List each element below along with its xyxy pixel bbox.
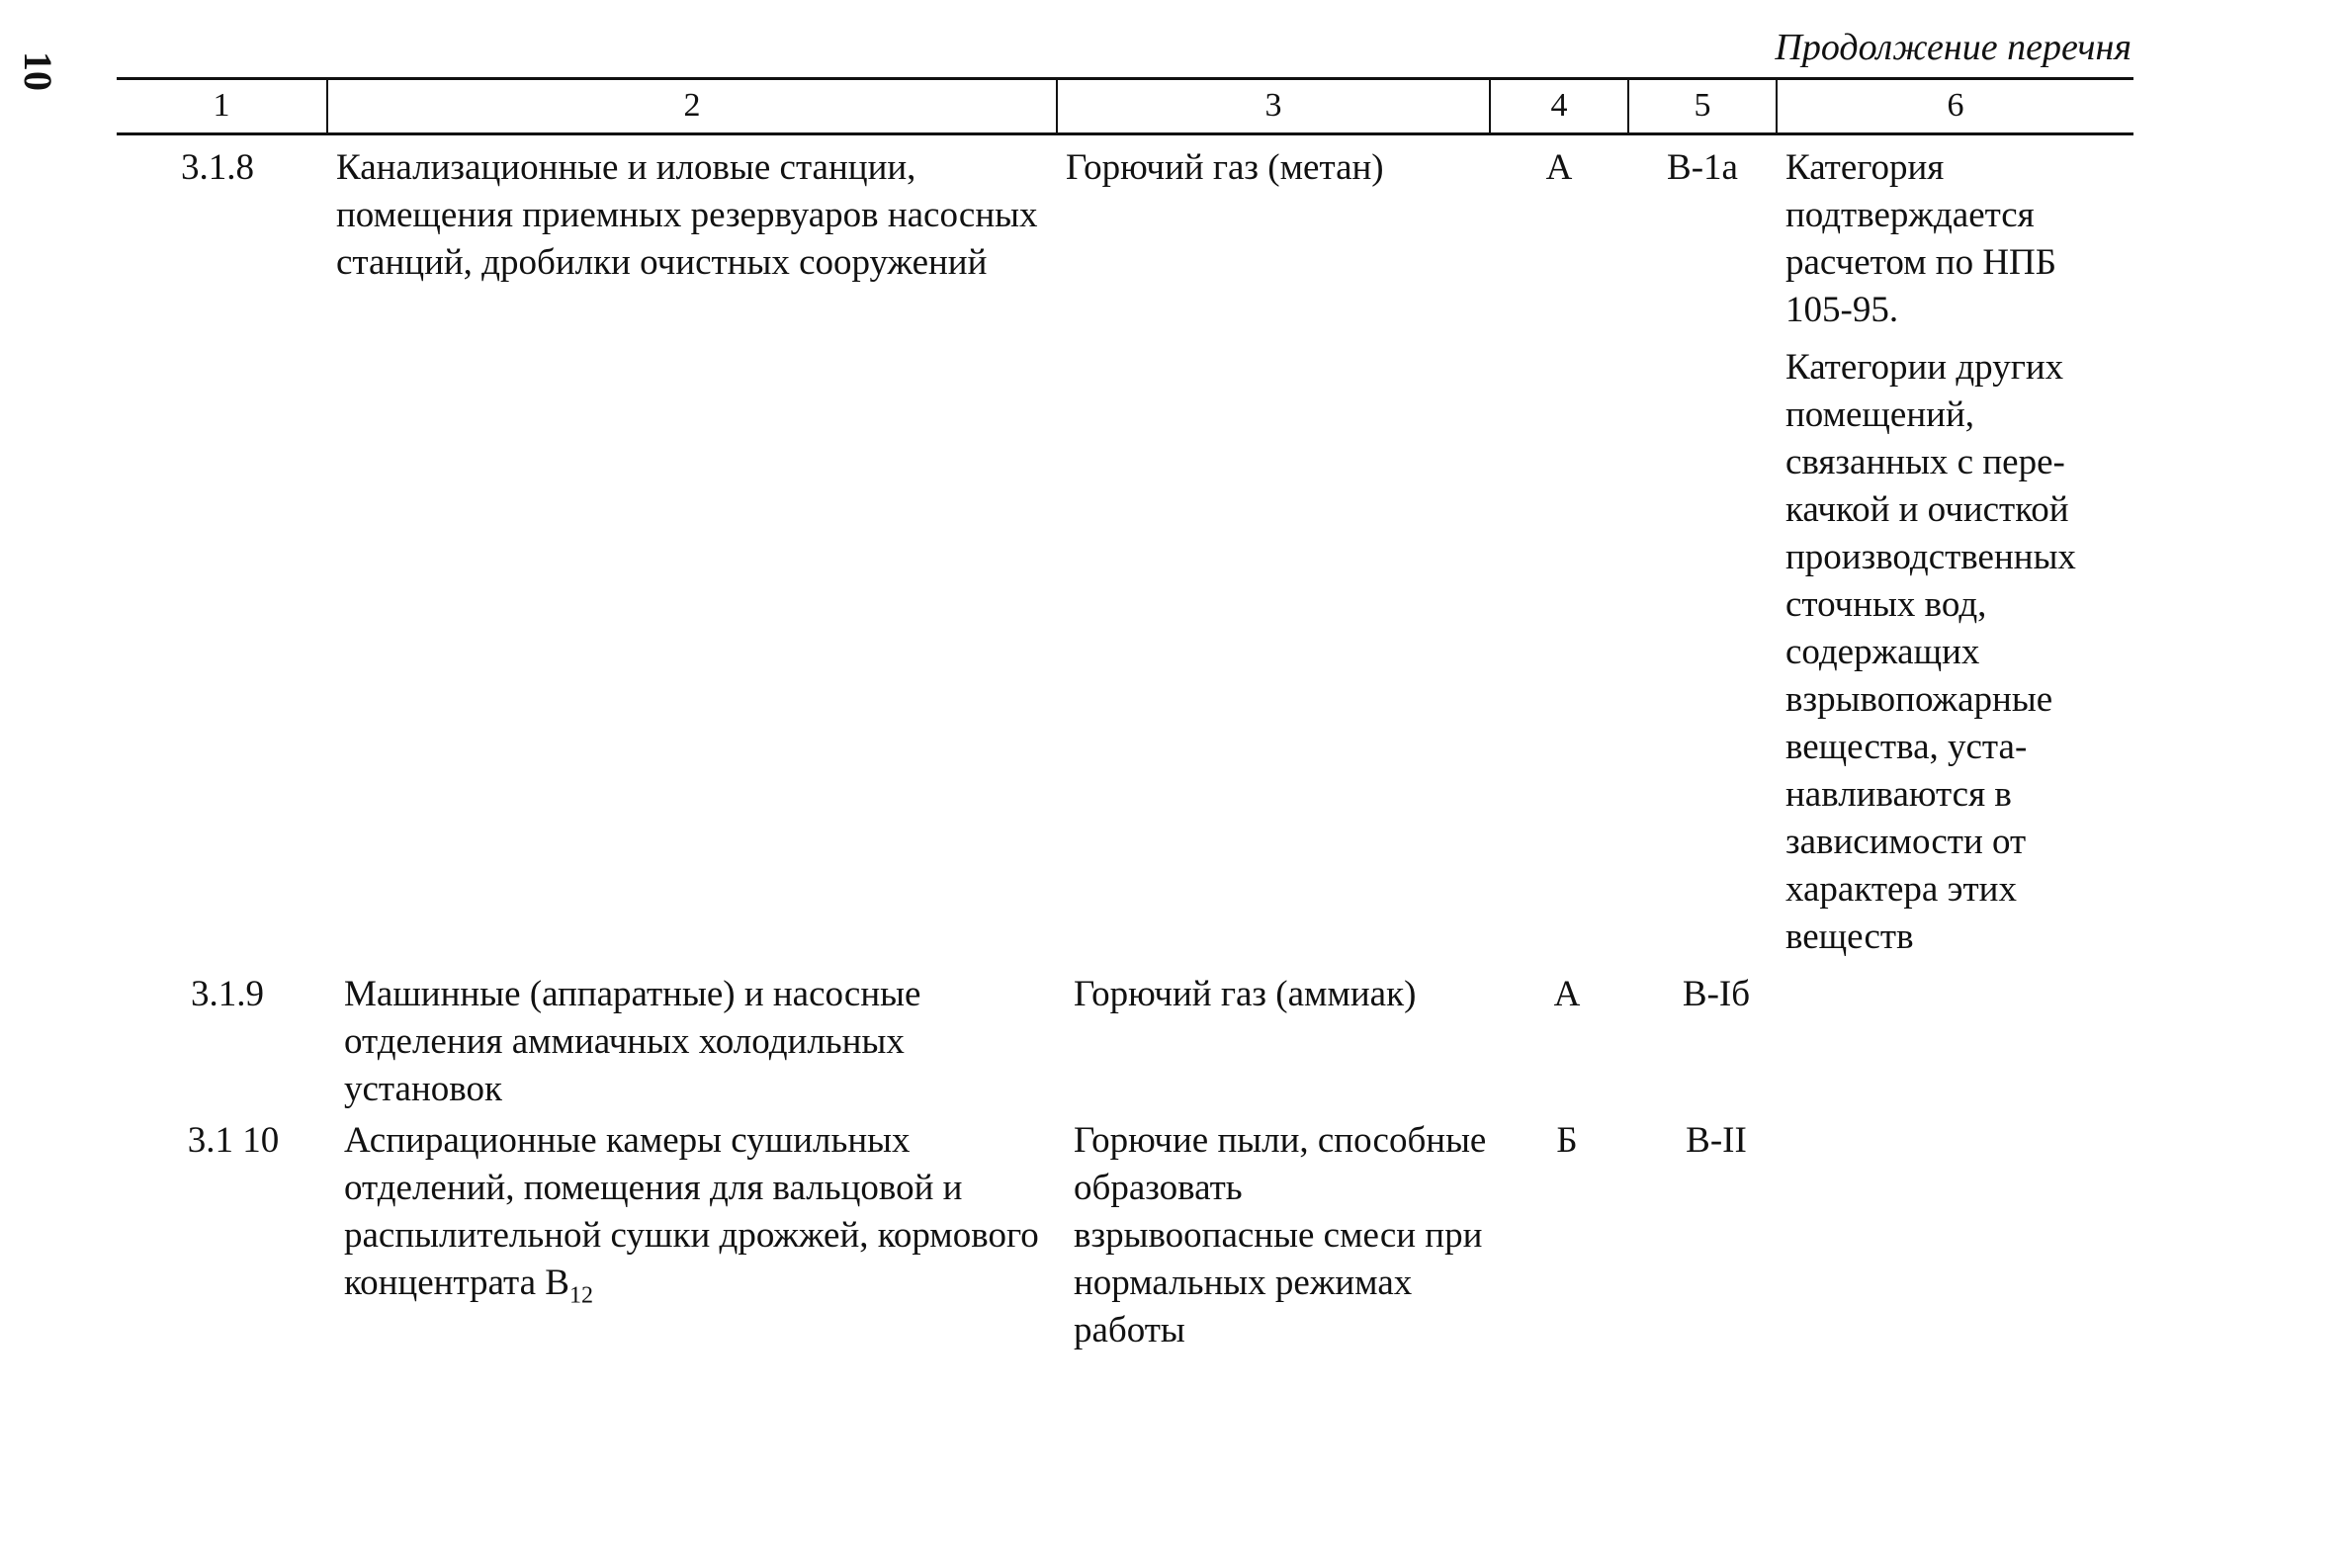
continuation-caption: Продолжение перечня bbox=[1775, 27, 2132, 68]
column-number-5: 5 bbox=[1694, 87, 1711, 124]
row-number: 3.1.8 bbox=[181, 147, 254, 188]
room-name: Канализационные и иловые станции, помещения приемных резервуаров насосных станций, дробилки очистных сооружений bbox=[336, 147, 1038, 283]
room-name: Машинные (аппаратные) и насосные отделения аммиачных холодильных установок bbox=[344, 974, 921, 1109]
row-number: 3.1 10 bbox=[187, 1120, 280, 1161]
room-name-text: Аспирационные камеры сушильных отделений, помещения для вальцовой и распылительной сушки дрожжей, кормового концентрата В bbox=[344, 1120, 1039, 1303]
zone-class: В-1а bbox=[1667, 147, 1738, 188]
category: А bbox=[1545, 147, 1573, 188]
note-paragraph: Категория подтверждается расчетом по НПБ 105-95. bbox=[1785, 147, 2057, 330]
note bbox=[1785, 144, 2132, 961]
table-header-top-rule bbox=[117, 77, 2133, 80]
category: А bbox=[1553, 974, 1581, 1014]
room-name bbox=[344, 1117, 1068, 1307]
hazard-substance: Горючий газ (метан) bbox=[1066, 147, 1384, 188]
column-number-3: 3 bbox=[1264, 87, 1282, 124]
hazard-substance: Горючие пыли, способные образовать взрывоопасные смеси при нормальных режимах работы bbox=[1074, 1120, 1487, 1350]
column-number-4: 4 bbox=[1550, 87, 1568, 124]
room-name-subscript: 12 bbox=[568, 1282, 593, 1309]
zone-class: В-II bbox=[1686, 1120, 1747, 1161]
column-number-6: 6 bbox=[1947, 87, 1964, 124]
column-number-2: 2 bbox=[683, 87, 701, 124]
row-number: 3.1.9 bbox=[191, 974, 264, 1014]
category: Б bbox=[1556, 1120, 1578, 1161]
column-number-1: 1 bbox=[213, 87, 230, 124]
note-paragraph: Категории других помещений, связанных с пере-качкой и очисткой производственных сточных вод, содержащих взрывопожарные вещества, уста-навливаются в зависимости от характера этих веществ bbox=[1785, 347, 2076, 957]
zone-class: В-Iб bbox=[1682, 974, 1751, 1014]
hazard-substance: Горючий газ (аммиак) bbox=[1074, 974, 1417, 1014]
table-header-bottom-rule bbox=[117, 132, 2133, 135]
page-number: 10 bbox=[16, 51, 60, 91]
